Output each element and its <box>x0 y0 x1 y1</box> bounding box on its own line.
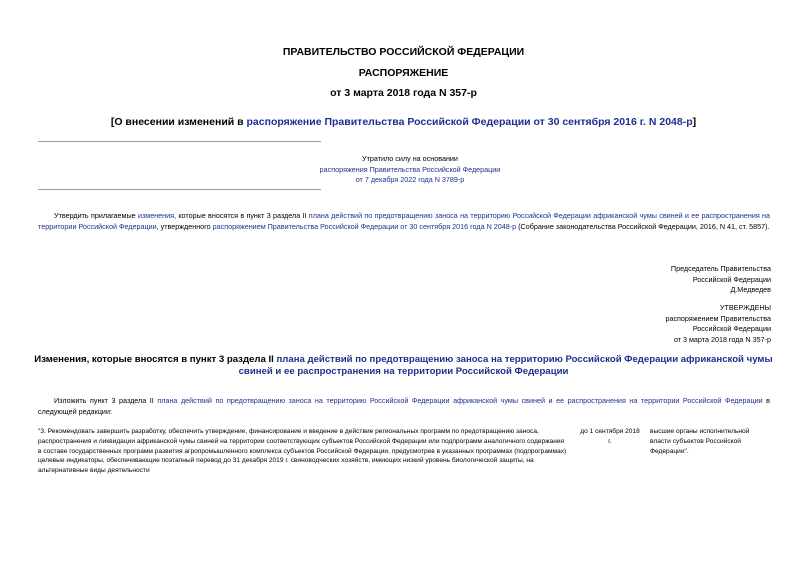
approval-block <box>571 303 771 345</box>
changes-title-prefix: Изменения, которые вносятся в пункт 3 раздела II <box>34 354 277 365</box>
signature-name: Д.Медведев <box>730 285 771 294</box>
order-text-3: , утвержденного <box>156 221 213 231</box>
order-paragraph <box>38 211 770 232</box>
changes-title-plan-link[interactable]: плана действий по предотвращению заноса на территорию Российской Федерации африканской чумы свиней и ее распространения на территории Российской Федерации <box>238 354 773 377</box>
table-row <box>38 427 772 476</box>
executor-cell: высшие органы исполнительной власти субъектов Российской Федерации". <box>650 428 750 455</box>
order-text-2: , которые вносятся в пункт 3 раздела II <box>174 211 309 220</box>
action-plan-link[interactable]: плана действий по предотвращению заноса на территорию Российской Федерации африканской чумы свиней и ее распространения на территории Российской Федерации <box>38 211 770 231</box>
repeal-order-link-line2[interactable]: от 7 декабря 2022 года N 3789-р <box>355 175 465 184</box>
approval-heading: УТВЕРЖДЕНЫ <box>719 303 771 312</box>
amendment-paragraph <box>38 396 770 417</box>
approval-line-2: распоряжением Правительства <box>665 313 771 323</box>
document-title-open: [О внесении изменений в <box>110 116 247 128</box>
divider-top <box>38 141 321 142</box>
measure-cell: "3. Рекомендовать завершить разработку, обеспечить утверждение, финансирование и введение в действие региональных программ по предотвращению заноса, распространения и ликвидации африканской чумы свиней на территории соответствующих субъектов Российской Федерации или подпрограмм аналогичного содержания в составе государственных программ развития агропромышленного комплекса субъектов Российской Федерации, предусмотрев в указанных программах (подпрограммах) целевые индикаторы, обеспечивающие поэтапный перевод до 31 декабря 2019 г. свиноводческих хозяйств, имеющих низкий уровень биологической защиты, на альтернативные виды деятельности <box>38 428 567 475</box>
measures-table <box>38 427 772 476</box>
document-date-number: от 3 марта 2018 года N 357-р <box>330 87 477 99</box>
government-heading: ПРАВИТЕЛЬСТВО РОССИЙСКОЙ ФЕДЕРАЦИИ <box>282 46 525 58</box>
signature-country: Российской Федерации <box>692 274 771 284</box>
status-note <box>300 154 520 186</box>
changes-link[interactable]: изменения <box>137 211 175 220</box>
repeal-order-link-line1[interactable]: распоряжения Правительства Российской Федерации <box>319 164 501 174</box>
approval-line-4: от 3 марта 2018 года N 357-р <box>673 334 771 344</box>
document-type-heading: РАСПОРЯЖЕНИЕ <box>358 67 449 79</box>
changes-title <box>30 354 777 377</box>
title-amended-order-link[interactable]: распоряжение Правительства Российской Федерации от 30 сентября 2016 г. N 2048-р <box>246 116 693 128</box>
approval-line-3: Российской Федерации <box>692 324 771 333</box>
amendment-plan-link[interactable]: плана действий по предотвращению заноса на территорию Российской Федерации африканской чумы свиней и ее распространения на территории Российской Федерации <box>157 396 763 405</box>
signature-block <box>571 264 771 296</box>
document-title-close: ] <box>692 116 697 128</box>
signature-position: Председатель Правительства <box>670 264 771 273</box>
order-2048-link[interactable]: распоряжением Правительства Российской Федерации от 30 сентября 2016 года N 2048-р <box>212 221 517 231</box>
amendment-text-1: Изложить пункт 3 раздела II <box>54 396 158 405</box>
amendment-text-2: в следующей редакции: <box>38 396 770 416</box>
deadline-cell: до 1 сентября 2018 г. <box>580 428 640 445</box>
order-text-1: Утвердить прилагаемые <box>54 211 138 220</box>
status-note-text: Утратило силу на основании <box>362 154 458 163</box>
document-title <box>0 116 807 128</box>
order-text-4: (Собрание законодательства Российской Федерации, 2016, N 41, ст. 5857). <box>516 221 770 231</box>
divider-bottom <box>38 189 321 190</box>
